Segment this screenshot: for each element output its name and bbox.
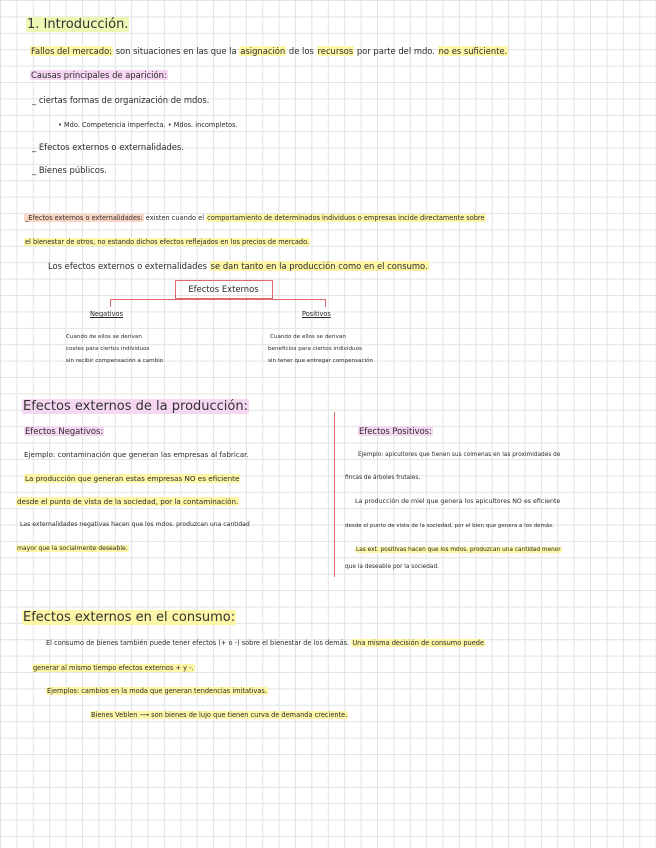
negative-line: Las externalidades negativas hacen que los mdos. produzcan una cantidad (20, 521, 250, 528)
cause-item: _ Bienes públicos. (32, 165, 107, 175)
externalities-definition-line2: el bienestar de otros, no estando dichos efectos reflejados en los precios de mercado. (25, 238, 310, 246)
consumption-line1: El consumo de bienes también puede tener efectos (+ o -) sobre el bienestar de los demás. Una misma decisión de consumo puede (46, 639, 485, 647)
diagram-positive-desc: Cuando de ellos se derivan (270, 334, 346, 340)
externalities-definition-line1: _Efectos externos o externalidades: existen cuando el comportamiento de determinados individuos o empresas incide directamente sobre (25, 214, 485, 222)
positive-example: Ejemplo: apicultores que tienen sus colmenas en las proximidades de (358, 452, 561, 458)
cause-item: _ ciertas formas de organización de mdos. (32, 95, 210, 105)
diagram-negative-desc: costes para ciertos individuos (66, 346, 150, 352)
diagram-negative-desc: Cuando de ellos se derivan (66, 334, 142, 340)
cause-subitem: • Mdo. Competencia imperfecta. • Mdos. incompletos. (58, 121, 238, 129)
diagram-positive-desc: beneficios para ciertos individuos (268, 346, 362, 352)
diagram-branch-left (110, 299, 111, 307)
negative-line: mayor que la socialmente deseable. (17, 545, 128, 552)
consumption-line2: generar al mismo tiempo efectos externos + y -. (33, 664, 194, 672)
diagram-positive-label: Positivos (302, 310, 331, 318)
diagram-root-label: Efectos Externos (188, 284, 259, 294)
externalities-term: _Efectos externos o externalidades: (25, 214, 143, 222)
section-1-title: 1. Introducción. (27, 17, 129, 32)
production-section-title: Efectos externos de la producción: (23, 399, 248, 414)
consumption-section-title: Efectos externos en el consumo: (23, 610, 236, 625)
positive-line: La producción de miel que genera los apicultores NO es eficiente (355, 498, 561, 505)
positive-effects-title: Efectos Positivos: (359, 426, 432, 436)
diagram-branch-right (325, 299, 326, 307)
diagram-negative-desc: sin recibir compensación a cambio (66, 358, 164, 364)
negative-effects-title: Efectos Negativos: (25, 426, 104, 436)
market-failure-definition: Fallos del mercado: son situaciones en las que la asignación de los recursos por parte del mdo. no es suficiente. (31, 46, 508, 56)
positive-line: Las ext. positivas hacen que los mdos. produzcan una cantidad menor (356, 547, 561, 553)
market-failure-term: Fallos del mercado: (31, 46, 113, 56)
negative-line: desde el punto de vista de la sociedad, por la contaminación. (17, 497, 239, 506)
consumption-example: Ejemplos: cambios en la moda que generan tendencias imitativas. (47, 687, 267, 695)
diagram-positive-desc: sin tener que entregar compensación (268, 358, 374, 364)
column-divider (334, 412, 335, 577)
negative-line: La producción que generan estas empresas NO es eficiente (25, 474, 240, 483)
diagram-branch-line (110, 299, 325, 300)
positive-line: que la deseable por la sociedad. (345, 564, 439, 570)
causes-title: Causas principales de aparición: (31, 70, 167, 80)
negative-example: Ejemplo: contaminación que generan las empresas al fabricar. (24, 450, 249, 459)
diagram-negative-label: Negativos (90, 310, 124, 318)
externalities-scope: Los efectos externos o externalidades se dan tanto en la producción como en el consumo. (48, 261, 428, 271)
positive-line: desde el punto de vista de la sociedad, por el bien que genera a los demás. (345, 523, 554, 529)
veblen-goods: Bienes Veblen ⟶ son bienes de lujo que tienen curva de demanda creciente. (91, 711, 348, 719)
cause-item: _ Efectos externos o externalidades. (32, 142, 184, 152)
positive-line: fincas de árboles frutales. (345, 475, 421, 481)
